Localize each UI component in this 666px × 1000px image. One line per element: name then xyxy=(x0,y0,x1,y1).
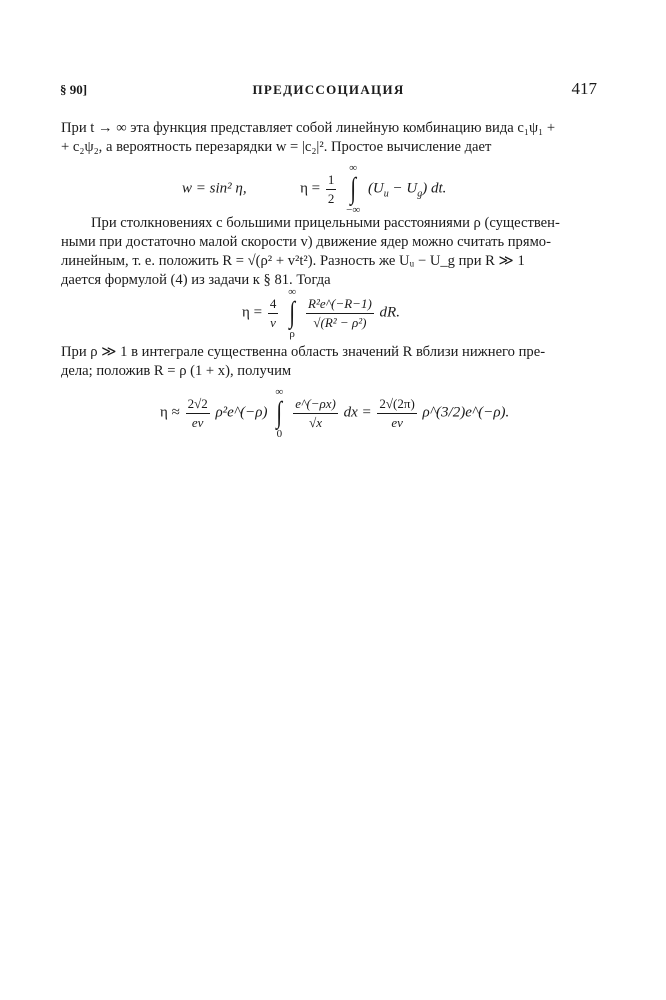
fraction-denominator: 2 xyxy=(327,190,335,206)
integral-upper-limit: ∞ xyxy=(349,162,358,174)
integrand-minus: − U xyxy=(388,180,418,197)
page-number: 417 xyxy=(571,79,597,98)
paragraph-2 xyxy=(61,214,596,290)
equation-3-factor: ρ²e^(−ρ) xyxy=(215,404,268,421)
paragraph-1-line-1: При t → ∞ эта функция представляет собой линейную комбинацию вида c₁ψ₁ + xyxy=(61,120,556,136)
page-header xyxy=(60,79,597,104)
subscript-u: u xyxy=(383,188,389,200)
integrand-denominator: √x xyxy=(309,414,322,430)
paragraph-3-line-2: дела; положив R = ρ (1 + x), получим xyxy=(61,363,292,379)
equation-3-result: ρ^(3/2)e^(−ρ). xyxy=(422,404,510,421)
equation-2-lhs: η = xyxy=(242,304,263,321)
paragraph-1-line-2: + c₂ψ₂, а вероятность перезарядки w = |c₂|². Простое вычисление дает xyxy=(61,139,492,155)
integral-upper-limit: ∞ xyxy=(288,286,297,298)
fraction-numerator: 2√(2π) xyxy=(377,396,416,414)
section-reference: § 90] xyxy=(60,82,88,97)
fraction-denominator: ev xyxy=(391,414,403,430)
equation-2-differential: dR. xyxy=(379,304,400,321)
integral-sign: ∞ ∫ −∞ xyxy=(346,162,361,216)
subscript-g: g xyxy=(417,188,423,200)
integrand-denominator: √(R² − ρ²) xyxy=(313,314,367,330)
fraction-numerator: 1 xyxy=(326,172,337,190)
paragraph-2-line-3: линейным, т. е. положить R = √(ρ² + v²t²). Разность же Uᵤ − U_g при R ≫ 1 xyxy=(61,253,525,269)
paragraph-3 xyxy=(61,343,596,381)
equation-3-result-coefficient xyxy=(377,396,416,431)
paragraph-1 xyxy=(61,119,596,157)
integral-lower-limit: 0 xyxy=(276,428,283,440)
equation-3-lhs: η ≈ xyxy=(160,404,180,421)
fraction-denominator: ev xyxy=(191,414,204,430)
fraction-denominator: v xyxy=(270,314,276,330)
equation-3 xyxy=(160,386,509,440)
equation-2 xyxy=(242,286,400,340)
integrand-tail: ) dt. xyxy=(422,180,447,197)
running-title: ПРЕДИССОЦИАЦИЯ xyxy=(252,82,405,97)
paragraph-2-line-4: дается формулой (4) из задачи к § 81. Тогда xyxy=(61,272,331,288)
paragraph-2-line-2: ными при достаточно малой скорости v) движение ядер можно считать прямо- xyxy=(61,234,551,250)
equation-1 xyxy=(182,162,446,216)
equation-3-coefficient xyxy=(186,396,210,431)
integral-sign: ∞ ∫ 0 xyxy=(275,386,284,440)
integrand-open: (U xyxy=(367,180,384,197)
equation-1-eta: η = xyxy=(300,180,321,197)
integral-lower-limit: −∞ xyxy=(346,204,361,216)
equation-1-fraction xyxy=(326,172,337,207)
paragraph-2-line-1: При столкновениях с большими прицельными расстояниями ρ (существен- xyxy=(91,215,560,231)
paragraph-3-line-1: При ρ ≫ 1 в интеграле существенна область значений R вблизи нижнего пре- xyxy=(61,344,546,360)
integral-upper-limit: ∞ xyxy=(275,386,284,398)
integrand-numerator: e^(−ρx) xyxy=(293,396,338,414)
fraction-numerator: 2√2 xyxy=(186,396,210,414)
integral-sign: ∞ ∫ ρ xyxy=(288,286,297,340)
integral-lower-limit: ρ xyxy=(289,328,295,340)
equation-2-integrand xyxy=(306,296,374,331)
integrand-numerator: R²e^(−R−1) xyxy=(306,296,374,314)
equation-3-differential: dx = xyxy=(343,404,372,421)
equation-3-integrand xyxy=(293,396,338,431)
equation-2-coefficient xyxy=(268,296,279,331)
fraction-numerator: 4 xyxy=(268,296,279,314)
equation-1-left: w = sin² η, xyxy=(182,180,247,197)
